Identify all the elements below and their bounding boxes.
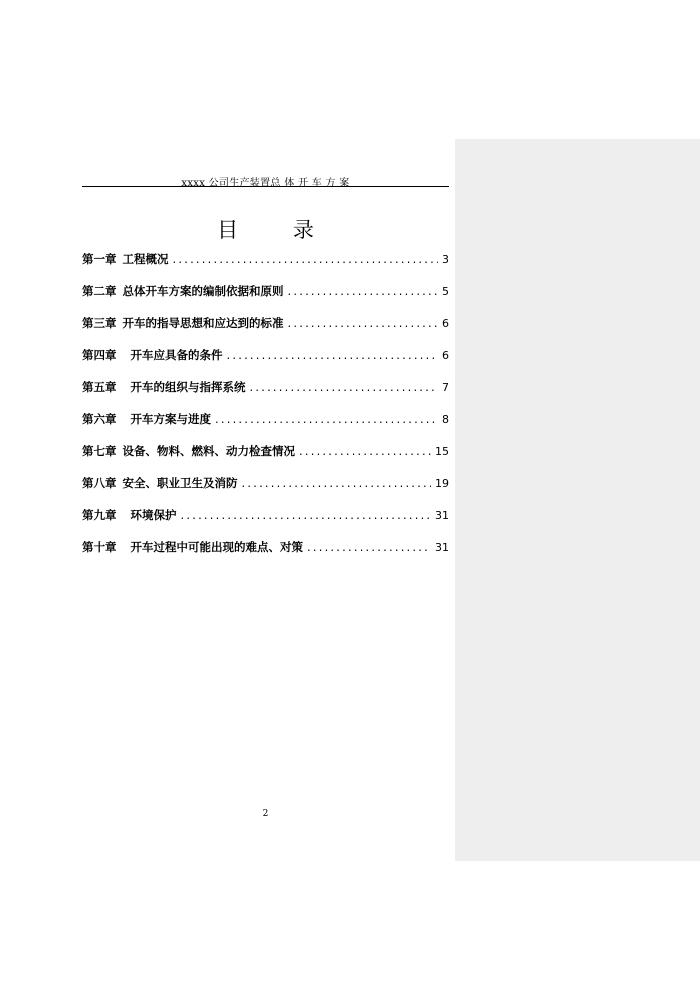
toc-entry-title: 总体开车方案的编制依据和原则	[122, 284, 284, 298]
dot-leader	[288, 284, 439, 298]
toc-entry[interactable]	[82, 283, 449, 315]
toc-entry[interactable]	[82, 443, 449, 475]
toc-page-number: 5	[442, 285, 449, 298]
toc-entry-title: 开车的指导思想和应达到的标准	[122, 316, 284, 330]
toc-page-number: 31	[435, 541, 449, 554]
toc-title: 目 录	[217, 218, 338, 242]
dot-leader	[215, 412, 438, 426]
toc-entry-title: 开车应具备的条件	[130, 348, 223, 362]
dot-leader	[242, 476, 432, 490]
dot-leader	[227, 348, 439, 362]
dot-leader	[288, 316, 439, 330]
toc-page-number: 8	[442, 413, 449, 426]
toc-page-number: 6	[442, 349, 449, 362]
toc-entry-title: 开车过程中可能出现的难点、对策	[130, 540, 303, 554]
toc-entry[interactable]	[82, 539, 449, 571]
toc-page-number: 15	[435, 445, 449, 458]
toc-chapter-label: 第七章	[82, 444, 117, 458]
toc-entry-title: 开车方案与进度	[130, 412, 211, 426]
header-rule	[82, 186, 449, 187]
toc-chapter-label: 第三章	[82, 316, 117, 330]
toc-entry[interactable]	[82, 507, 449, 539]
toc-page-number: 3	[442, 253, 449, 266]
page-number: 2	[262, 809, 269, 819]
toc-chapter-label: 第一章	[82, 252, 117, 266]
running-header: xxxx 公司生产装置总 体 开 车 方 案	[181, 178, 350, 189]
toc-entry[interactable]	[82, 347, 449, 379]
toc-entry[interactable]	[82, 315, 449, 347]
toc-chapter-label: 第四章	[82, 348, 117, 362]
toc-chapter-label: 第五章	[82, 380, 117, 394]
toc-chapter-label: 第九章	[82, 508, 117, 522]
toc-entry-title: 开车的组织与指挥系统	[130, 380, 246, 394]
toc-entry[interactable]	[82, 411, 449, 443]
toc-page-number: 6	[442, 317, 449, 330]
dot-leader	[307, 540, 431, 554]
comment-pane	[455, 139, 700, 861]
table-of-contents	[82, 251, 449, 571]
toc-entry-title: 工程概况	[122, 252, 169, 266]
toc-page-number: 19	[435, 477, 449, 490]
toc-chapter-label: 第六章	[82, 412, 117, 426]
toc-entry[interactable]	[82, 379, 449, 411]
dot-leader	[250, 380, 439, 394]
toc-page-number: 7	[442, 381, 449, 394]
toc-chapter-label: 第十章	[82, 540, 117, 554]
toc-chapter-label: 第二章	[82, 284, 117, 298]
dot-leader	[173, 252, 439, 266]
dot-leader	[181, 508, 432, 522]
toc-entry[interactable]	[82, 251, 449, 283]
toc-chapter-label: 第八章	[82, 476, 117, 490]
toc-page-number: 31	[435, 509, 449, 522]
dot-leader	[299, 444, 431, 458]
toc-entry[interactable]	[82, 475, 449, 507]
toc-entry-title: 安全、职业卫生及消防	[122, 476, 238, 490]
toc-entry-title: 设备、物料、燃料、动力检查情况	[122, 444, 295, 458]
toc-entry-title: 环境保护	[130, 508, 177, 522]
